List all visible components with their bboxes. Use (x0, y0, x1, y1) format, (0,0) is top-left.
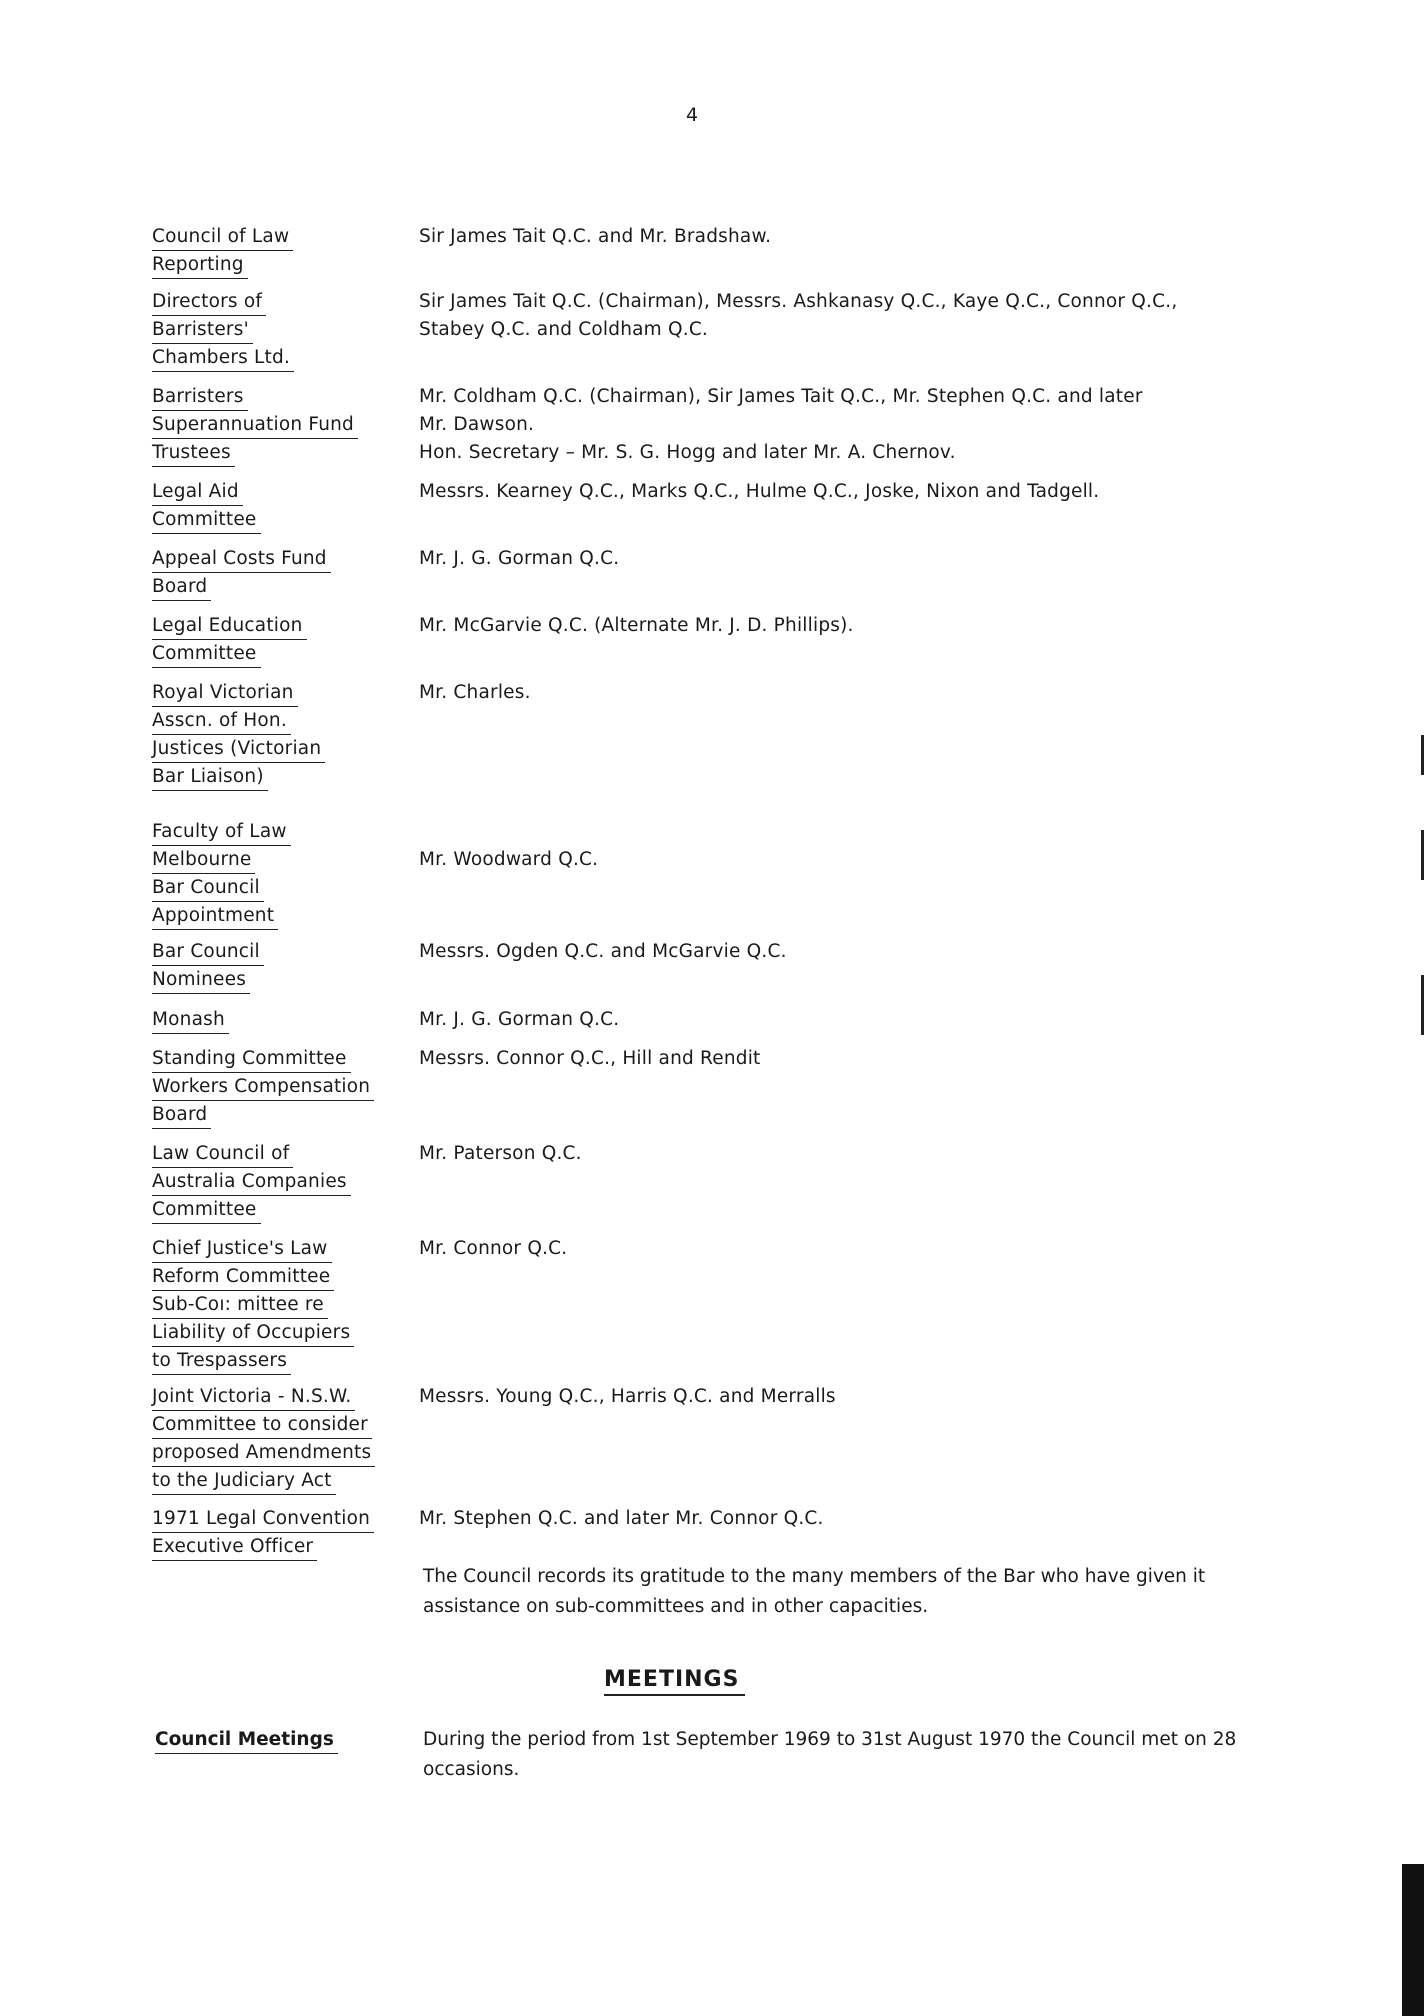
committee-name-line: to the Judiciary Act (152, 1468, 336, 1495)
committee-members-line: Messrs. Ogden Q.C. and McGarvie Q.C. (419, 941, 787, 962)
committee-name-line: Monash (152, 1007, 229, 1034)
committee-members (419, 223, 1219, 251)
committee-name-line: Barristers' (152, 317, 253, 344)
committee-name-line: Legal Education (152, 613, 307, 640)
committee-name-line: Committee to consider (152, 1412, 372, 1439)
committee-name-line: Australia Companies (152, 1169, 351, 1196)
committee-name-line: proposed Amendments (152, 1440, 375, 1467)
committee-members (419, 679, 1219, 707)
committee-members (419, 1235, 1219, 1263)
committee-name-line: Chief Justice's Law (152, 1236, 332, 1263)
committee-name-line: Council of Law (152, 224, 293, 251)
committee-name (152, 679, 392, 791)
committee-name-line: Board (152, 1102, 211, 1129)
committee-members-line: Sir James Tait Q.C. (Chairman), Messrs. Ashkanasy Q.C., Kaye Q.C., Connor Q.C., (419, 291, 1178, 312)
committee-name (152, 1505, 392, 1561)
committee-name-line: Reporting (152, 252, 248, 279)
committee-name-line: Bar Council (152, 875, 264, 902)
council-meetings-label: Council Meetings (155, 1725, 395, 1755)
committee-name-line: Barristers (152, 384, 248, 411)
committee-members-line: Mr. Charles. (419, 682, 531, 703)
committee-name (152, 545, 392, 601)
page-number: 4 (685, 104, 699, 126)
committee-members-line: Mr. Dawson. (419, 414, 535, 435)
committee-name-line: Directors of (152, 289, 266, 316)
committee-name-line: Reform Committee (152, 1264, 334, 1291)
committee-members (419, 818, 1219, 874)
committee-name (152, 383, 392, 467)
council-meetings-text: During the period from 1st September 1969 to 31st August 1970 the Council met on 28 occasions. (423, 1729, 1237, 1780)
committee-name (152, 938, 392, 994)
committee-name (152, 1140, 392, 1224)
committee-name-line: Board (152, 574, 211, 601)
committee-members-line: Stabey Q.C. and Coldham Q.C. (419, 319, 709, 340)
committee-name (152, 1235, 392, 1375)
committee-members-line: Mr. McGarvie Q.C. (Alternate Mr. J. D. Phillips). (419, 615, 854, 636)
committee-name-line: Sub-Coı: mittee re (152, 1292, 328, 1319)
committee-members-line: Mr. Coldham Q.C. (Chairman), Sir James Tait Q.C., Mr. Stephen Q.C. and later (419, 386, 1143, 407)
committee-members-line: Hon. Secretary – Mr. S. G. Hogg and later Mr. A. Chernov. (419, 442, 956, 463)
committee-name-line: Liability of Occupiers (152, 1320, 354, 1347)
committee-name-line: Law Council of (152, 1141, 293, 1168)
committee-name (152, 1006, 392, 1034)
committee-name-line: Committee (152, 641, 261, 668)
committee-name-line: Nominees (152, 967, 250, 994)
committee-name-line: Bar Liaison) (152, 764, 268, 791)
committee-name-line: Joint Victoria - N.S.W. (152, 1384, 355, 1411)
committee-members-line: Mr. Paterson Q.C. (419, 1143, 582, 1164)
committee-members-line: Sir James Tait Q.C. and Mr. Bradshaw. (419, 226, 772, 247)
committee-members (419, 288, 1219, 344)
committee-members-line: Mr. Connor Q.C. (419, 1238, 568, 1259)
committee-name (152, 1045, 392, 1129)
committee-name (152, 612, 392, 668)
committee-members-line: Messrs. Connor Q.C., Hill and Rendit (419, 1048, 761, 1069)
committee-name (152, 478, 392, 534)
committee-name (152, 223, 392, 279)
committee-name-line: Bar Council (152, 939, 264, 966)
committee-name-line: Chambers Ltd. (152, 345, 294, 372)
committee-members-line (419, 818, 1219, 846)
committee-members (419, 1006, 1219, 1034)
committee-name-line: Melbourne (152, 847, 255, 874)
committee-members (419, 938, 1219, 966)
committee-name-line: Faculty of Law (152, 819, 291, 846)
meetings-heading: MEETINGS (604, 1666, 745, 1696)
committee-name-line: Superannuation Fund (152, 412, 358, 439)
committee-name-line: Committee (152, 507, 261, 534)
committee-members (419, 1045, 1219, 1073)
committee-members-line: Messrs. Young Q.C., Harris Q.C. and Merralls (419, 1386, 836, 1407)
scan-edge-mark (1402, 1864, 1424, 2016)
committee-name-line: Appointment (152, 903, 278, 930)
committee-members-line: Mr. Woodward Q.C. (419, 849, 599, 870)
committee-name-line: Trustees (152, 440, 235, 467)
committee-name (152, 288, 392, 372)
committee-name-line: Asscn. of Hon. (152, 708, 291, 735)
gratitude-paragraph: The Council records its gratitude to the many members of the Bar who have given it assistance on sub-committees and in other capacities. (423, 1566, 1206, 1617)
committee-name-line: Justices (Victorian (152, 736, 325, 763)
committee-name-line: Standing Committee (152, 1046, 351, 1073)
committee-members-line: Mr. Stephen Q.C. and later Mr. Connor Q.C. (419, 1508, 824, 1529)
committee-members-line: Messrs. Kearney Q.C., Marks Q.C., Hulme Q.C., Joske, Nixon and Tadgell. (419, 481, 1100, 502)
committee-members (419, 545, 1219, 573)
committee-name-line: 1971 Legal Convention (152, 1506, 374, 1533)
committee-members (419, 1140, 1219, 1168)
committee-members (419, 478, 1219, 506)
committee-name (152, 1383, 392, 1495)
committee-members-line: Mr. J. G. Gorman Q.C. (419, 1009, 620, 1030)
committee-name-line: Executive Officer (152, 1534, 317, 1561)
committee-name-line: Committee (152, 1197, 261, 1224)
committee-name-line: Royal Victorian (152, 680, 298, 707)
committee-members-line: Mr. J. G. Gorman Q.C. (419, 548, 620, 569)
committee-name-line: to Trespassers (152, 1348, 291, 1375)
committee-members (419, 383, 1219, 467)
committee-members (419, 1505, 1219, 1533)
committee-name-line: Appeal Costs Fund (152, 546, 331, 573)
committee-members (419, 1383, 1219, 1411)
committee-members (419, 612, 1219, 640)
committee-name (152, 818, 392, 930)
committee-name-line: Legal Aid (152, 479, 243, 506)
committee-name-line: Workers Compensation (152, 1074, 374, 1101)
